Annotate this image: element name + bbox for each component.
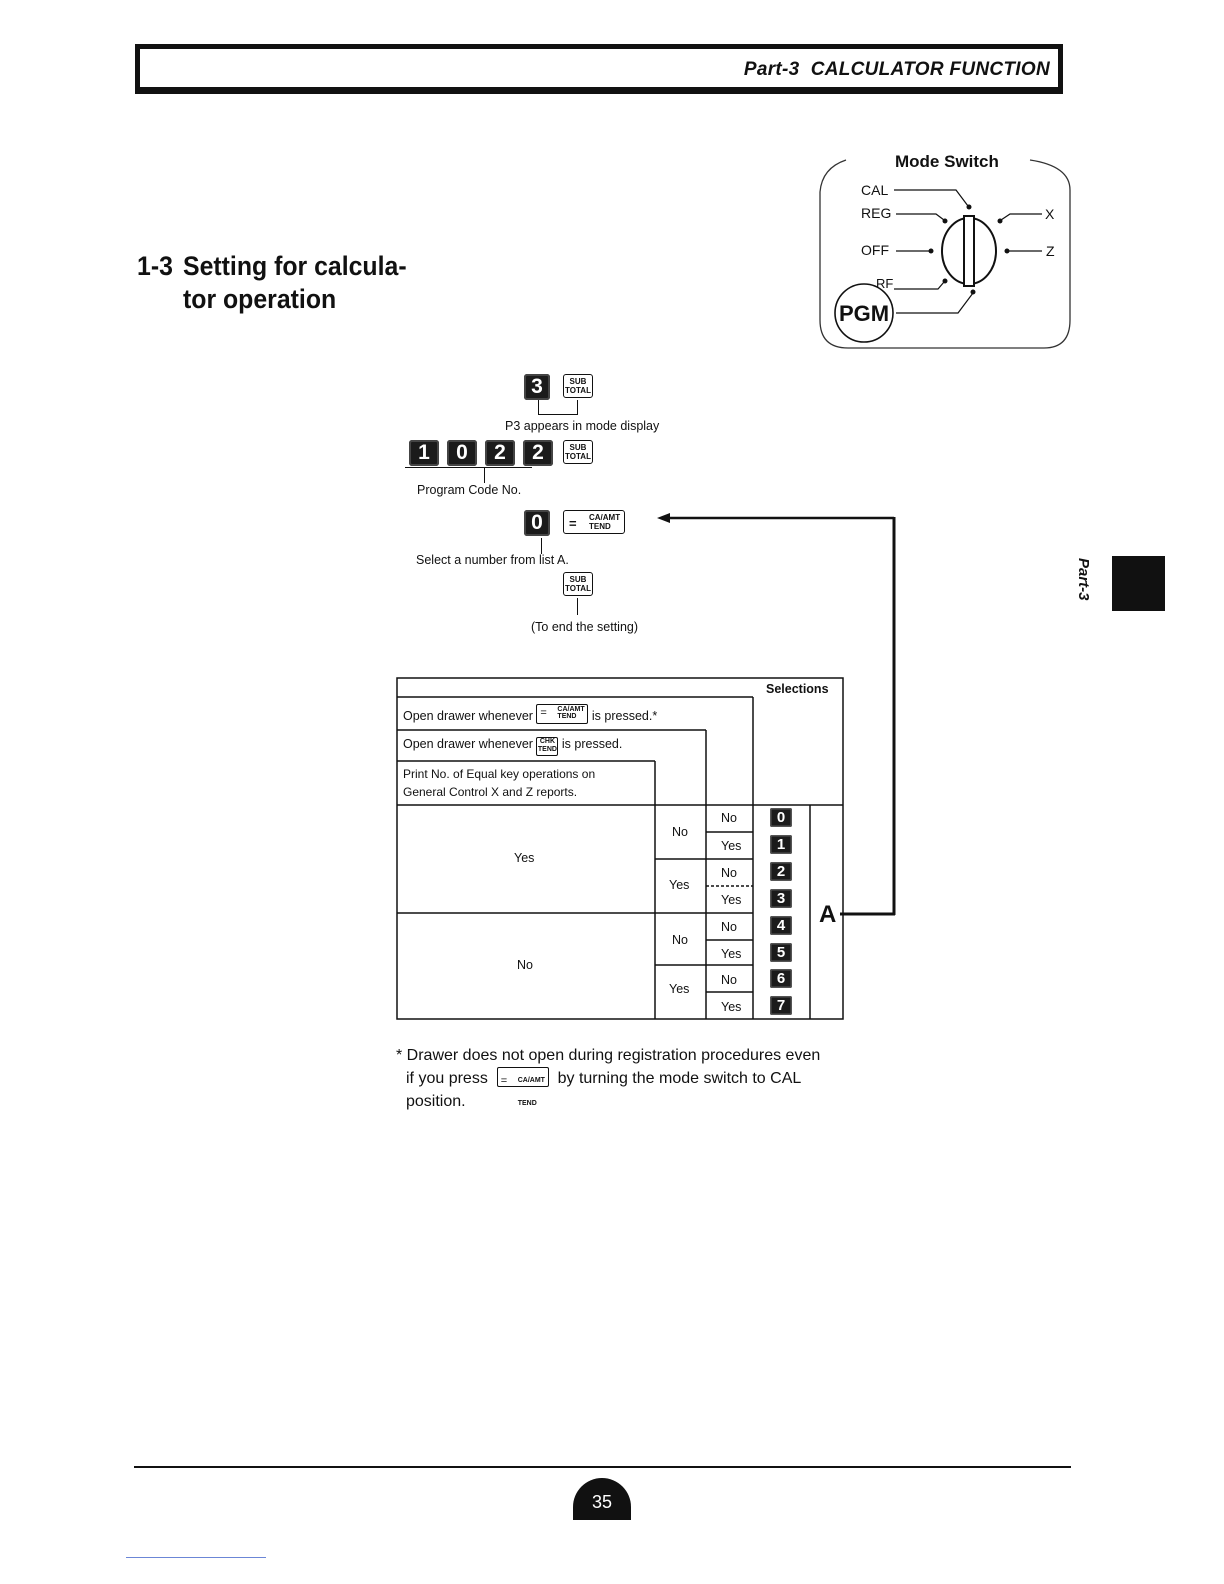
col3-3: Yes bbox=[721, 893, 742, 907]
bracket-1-right bbox=[577, 400, 578, 415]
header-title bbox=[744, 59, 1050, 81]
footnote-line2-suffix: by turning the mode switch to CAL bbox=[557, 1070, 802, 1087]
ca-key-label: CA/AMT TEND bbox=[589, 513, 621, 531]
row1-prefix: Open drawer whenever bbox=[403, 709, 533, 723]
list-a-label: A bbox=[819, 901, 837, 928]
col3-4: No bbox=[721, 920, 737, 934]
ca-key-inline-2 bbox=[497, 1067, 549, 1107]
ca-inline-1-label: CA/AMT TEND bbox=[557, 706, 585, 720]
col3-5: Yes bbox=[721, 947, 742, 961]
ca-inline-2-eq: = bbox=[500, 1075, 508, 1087]
ca-inline-2-label: CA/AMT TEND bbox=[517, 1077, 545, 1107]
chk-key-inline: CHK TEND bbox=[536, 737, 558, 756]
step3-note: Select a number from list A. bbox=[416, 553, 569, 567]
row3-line1: Print No. of Equal key operations on bbox=[403, 767, 596, 781]
program-code-underline bbox=[405, 467, 532, 468]
section-number: 1-3 bbox=[137, 251, 173, 281]
key-1: 1 bbox=[409, 440, 439, 466]
footnote-line1: * Drawer does not open during registration procedures even bbox=[396, 1047, 821, 1064]
section-title-line2: tor operation bbox=[183, 284, 337, 314]
col2-0: No bbox=[672, 825, 688, 839]
bracket-1 bbox=[538, 414, 578, 415]
selection-key-2: 2 bbox=[770, 862, 792, 881]
row3-line2: General Control X and Z reports. bbox=[403, 785, 578, 799]
mode-z: Z bbox=[1046, 243, 1055, 259]
col3-6: No bbox=[721, 973, 737, 987]
mode-rf: RF bbox=[876, 276, 894, 291]
section-title-line1: Setting for calcula- bbox=[183, 251, 407, 281]
step2-note: Program Code No. bbox=[417, 483, 522, 497]
col2-3: Yes bbox=[669, 982, 690, 996]
program-code-tick bbox=[484, 467, 485, 483]
row1-suffix: is pressed.* bbox=[591, 709, 658, 723]
mode-pgm: PGM bbox=[839, 301, 890, 326]
ca-inline-1-eq: = bbox=[540, 707, 547, 719]
selection-key-6: 6 bbox=[770, 969, 792, 988]
subtotal-key-3-label: SUB TOTAL bbox=[565, 575, 591, 593]
row2-suffix: is pressed. bbox=[561, 737, 623, 751]
section-title bbox=[137, 250, 407, 316]
footnote-line2-prefix: if you press bbox=[406, 1070, 488, 1087]
header-part: Part-3 bbox=[743, 59, 800, 80]
col3-7: Yes bbox=[721, 1000, 742, 1014]
mode-off: OFF bbox=[861, 242, 889, 258]
mode-reg: REG bbox=[861, 205, 892, 221]
footer-rule bbox=[134, 1466, 1071, 1468]
selections-header: Selections bbox=[766, 682, 829, 696]
bracket-1-left bbox=[538, 400, 539, 415]
mode-x: X bbox=[1045, 206, 1055, 222]
ca-amt-tend-key bbox=[563, 510, 625, 534]
step4-note: (To end the setting) bbox=[531, 620, 639, 634]
selection-key-0: 0 bbox=[770, 808, 792, 827]
subtotal-key-1-label: SUB TOTAL bbox=[565, 377, 591, 395]
col3-0: No bbox=[721, 811, 737, 825]
row2-prefix: Open drawer whenever bbox=[403, 737, 533, 751]
row1-text bbox=[403, 704, 657, 724]
subtotal-key-3 bbox=[563, 572, 593, 596]
footnote bbox=[396, 1044, 842, 1113]
selection-key-7: 7 bbox=[770, 996, 792, 1015]
selection-key-5: 5 bbox=[770, 943, 792, 962]
mode-switch-title: Mode Switch bbox=[889, 152, 1005, 172]
side-tab bbox=[1112, 556, 1165, 611]
footer-blue-rule bbox=[126, 1557, 266, 1558]
selection-key-1: 1 bbox=[770, 835, 792, 854]
select-tick bbox=[541, 538, 542, 554]
subtotal-key-2-label: SUB TOTAL bbox=[565, 443, 591, 461]
key-2b: 2 bbox=[523, 440, 553, 466]
subtotal-key-2 bbox=[563, 440, 593, 464]
col2-1: Yes bbox=[669, 878, 690, 892]
col3-2: No bbox=[721, 866, 737, 880]
key-0-select: 0 bbox=[524, 510, 550, 536]
footnote-line3: position. bbox=[406, 1093, 466, 1110]
mode-switch-diagram bbox=[818, 148, 1074, 352]
col2-2: No bbox=[672, 933, 688, 947]
step1-note: P3 appears in mode display bbox=[505, 419, 660, 433]
key-2a: 2 bbox=[485, 440, 515, 466]
row2-text bbox=[403, 737, 622, 756]
key-0: 0 bbox=[447, 440, 477, 466]
ca-key-equals: = bbox=[569, 516, 577, 531]
col3-1: Yes bbox=[721, 839, 742, 853]
side-tab-label: Part-3 bbox=[1075, 558, 1092, 601]
page-number: 35 bbox=[573, 1478, 631, 1520]
header-title-text: CALCULATOR FUNCTION bbox=[810, 59, 1050, 80]
selection-key-3: 3 bbox=[770, 889, 792, 908]
col1-yes: Yes bbox=[514, 851, 535, 865]
col1-no: No bbox=[517, 958, 533, 972]
end-tick bbox=[577, 598, 578, 615]
selection-key-4: 4 bbox=[770, 916, 792, 935]
key-3: 3 bbox=[524, 374, 550, 400]
ca-key-inline-1 bbox=[536, 704, 588, 724]
header-bar bbox=[135, 44, 1063, 94]
subtotal-key-1 bbox=[563, 374, 593, 398]
mode-cal: CAL bbox=[861, 182, 889, 198]
